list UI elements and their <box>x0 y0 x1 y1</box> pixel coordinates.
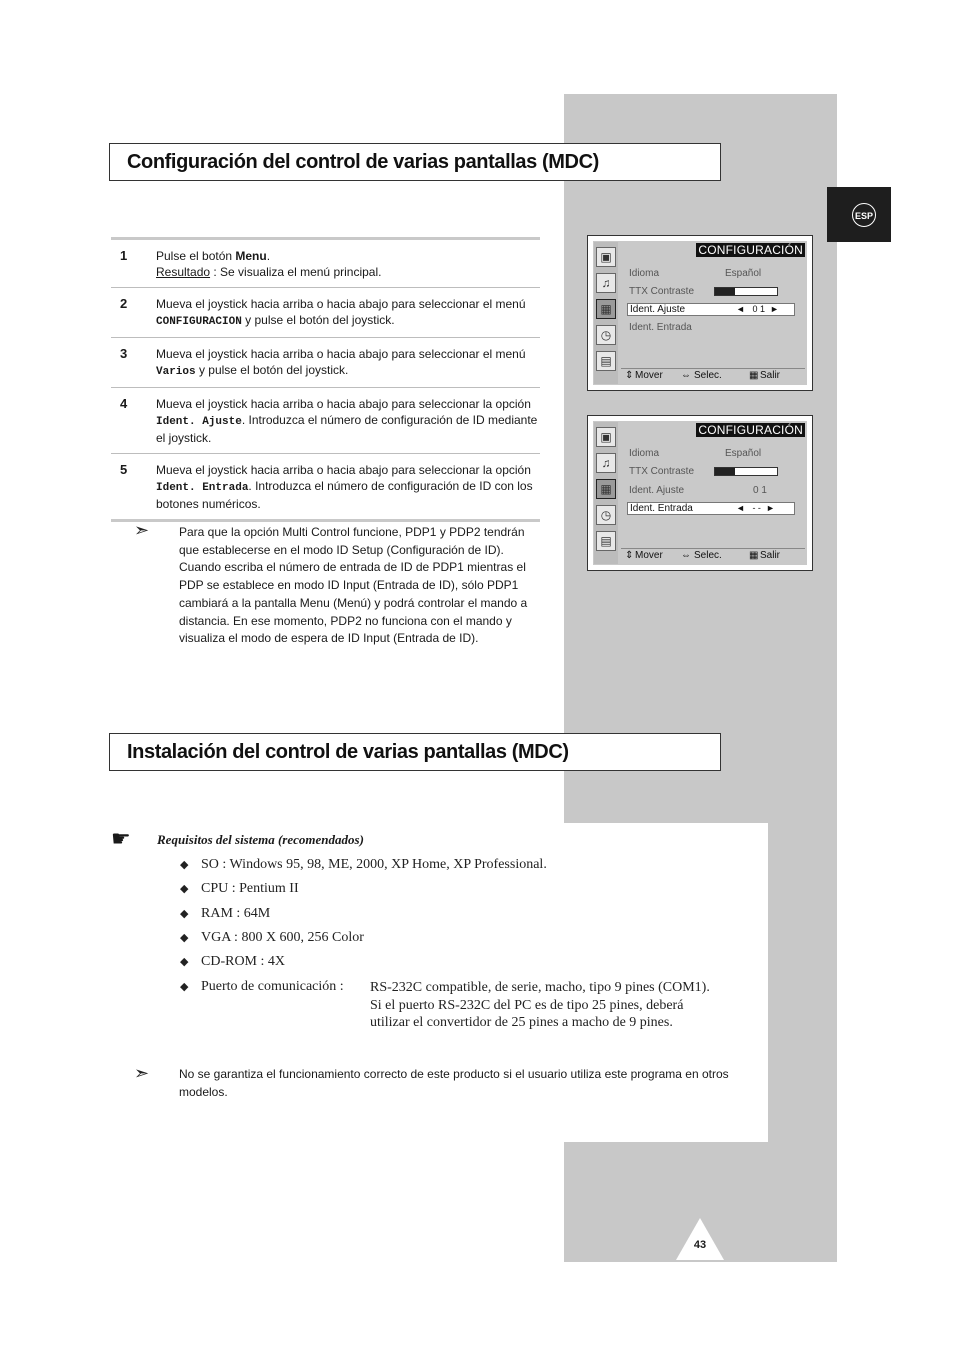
left-arrow-icon: ◄ <box>736 304 745 314</box>
right-arrow-icon: ► <box>769 304 779 314</box>
requirements-title: Requisitos del sistema (recomendados) <box>157 832 364 847</box>
side-band-middle <box>768 823 837 1142</box>
updown-icon: ⇕ <box>625 370 634 381</box>
sound-icon: ♫ <box>596 453 616 473</box>
osd-value: Español <box>725 268 762 279</box>
osd-icon-column <box>594 422 618 564</box>
osd-row-ttx <box>629 286 799 298</box>
step-row <box>111 454 540 522</box>
step-text-part: y pulse el botón del joystick. <box>195 363 349 377</box>
pointing-hand-icon: ☛ <box>111 826 131 851</box>
osd-label: Ident. Ajuste <box>629 485 685 496</box>
step-row <box>111 388 540 454</box>
step-result-label: Resultado <box>156 265 211 279</box>
requirement-item <box>180 930 364 946</box>
step-number: 5 <box>120 462 128 477</box>
step-number: 3 <box>120 346 128 361</box>
requirement-item <box>180 954 285 970</box>
osd-footer-move: Mover <box>635 370 663 381</box>
diamond-bullet-icon: ◆ <box>180 908 189 920</box>
step-number: 2 <box>120 296 128 311</box>
requirement-item <box>180 857 547 873</box>
osd-label: Idioma <box>629 448 660 459</box>
requirement-item <box>180 979 344 995</box>
step-text-part: Mueva el joystick hacia arriba o hacia abajo para seleccionar la opción <box>156 397 531 411</box>
step-text-part: Mueva el joystick hacia arriba o hacia abajo para seleccionar la opción <box>156 463 531 477</box>
osd-value: 0 1 <box>753 485 767 496</box>
diamond-bullet-icon: ◆ <box>180 981 189 993</box>
step-result-text: : Se visualiza el menú principal. <box>210 265 382 279</box>
osd-row-entrada-selected <box>627 502 795 515</box>
requirement-text: VGA : 800 X 600, 256 Color <box>201 930 364 945</box>
step-keyword: Menu <box>235 249 267 263</box>
osd-panel <box>593 421 807 565</box>
osd-screen-ajuste <box>587 235 813 391</box>
port-detail-line: RS-232C compatible, de serie, macho, tipo 9 pines (COM1). <box>370 980 710 995</box>
osd-level-bar <box>714 287 778 296</box>
diamond-bullet-icon: ◆ <box>180 956 189 968</box>
timer-icon: ◷ <box>596 325 616 345</box>
step-text-part: y pulse el botón del joystick. <box>241 313 395 327</box>
osd-value: 0 1 <box>752 304 765 314</box>
step-text-part: . Introduzca el número de configuración de ID mediante el joystick. <box>156 413 538 445</box>
osd-footer-select: Selec. <box>694 370 722 381</box>
osd-value: - - <box>752 503 761 513</box>
step-row <box>111 338 540 388</box>
step-text <box>156 296 540 330</box>
port-detail-line: utilizar el convertidor de 25 pines a macho de 9 pines. <box>370 1015 673 1031</box>
leftright-icon: ⇔ <box>681 550 691 561</box>
osd-row-idioma <box>629 448 799 460</box>
step-number: 4 <box>120 396 128 411</box>
osd-footer <box>621 368 805 383</box>
osd-label: Idioma <box>629 268 660 279</box>
requirement-text: CD-ROM : 4X <box>201 954 286 969</box>
sound-icon: ♫ <box>596 273 616 293</box>
step-number: 1 <box>120 248 128 263</box>
timer-icon: ◷ <box>596 505 616 525</box>
input-icon: ▤ <box>596 531 616 551</box>
step-keyword: CONFIGURACION <box>156 316 242 328</box>
diamond-bullet-icon: ◆ <box>180 883 189 895</box>
osd-row-ajuste-selected <box>627 303 795 316</box>
steps-table <box>111 237 540 522</box>
osd-footer-exit: Salir <box>760 370 781 381</box>
step-text <box>156 462 540 512</box>
leftright-icon: ⇔ <box>681 370 691 381</box>
requirement-item <box>180 881 299 897</box>
diamond-bullet-icon: ◆ <box>180 932 189 944</box>
requirement-text: SO : Windows 95, 98, ME, 2000, XP Home, XP Professional. <box>201 857 547 872</box>
osd-panel <box>593 241 807 385</box>
tv-icon: ▣ <box>596 247 616 267</box>
step-row <box>111 240 540 288</box>
step-keyword: Varios <box>156 366 196 378</box>
step-text-part: . Introduzca el número de configuración de ID con los botones numéricos. <box>156 479 533 511</box>
updown-icon: ⇕ <box>625 550 634 561</box>
language-tab <box>827 187 891 242</box>
note-arrow-icon: ➣ <box>134 1063 150 1083</box>
step-keyword: Ident. Ajuste <box>156 416 242 428</box>
osd-label: TTX Contraste <box>629 286 695 297</box>
osd-header: CONFIGURACIÓN <box>698 423 803 437</box>
setup-icon: ▦ <box>596 479 616 499</box>
port-detail <box>370 979 710 1032</box>
menu-icon: ▦ <box>749 370 759 381</box>
requirement-text: Puerto de comunicación : <box>201 979 344 994</box>
osd-row-ajuste <box>629 485 799 497</box>
osd-spinner <box>736 304 792 314</box>
osd-footer <box>621 548 805 563</box>
step-text <box>156 346 540 380</box>
tv-icon: ▣ <box>596 427 616 447</box>
osd-footer-move: Mover <box>635 550 663 561</box>
osd-level-bar <box>714 467 778 476</box>
osd-header: CONFIGURACIÓN <box>698 243 803 257</box>
step-text-part: . <box>266 249 271 263</box>
step-row <box>111 288 540 338</box>
osd-spinner <box>736 503 792 513</box>
osd-row-idioma <box>629 268 799 280</box>
step-keyword: Ident. Entrada <box>156 482 249 494</box>
section-title-configuracion: Configuración del control de varias pantallas (MDC) <box>109 143 721 181</box>
note-arrow-icon: ➣ <box>134 520 150 540</box>
osd-row-entrada <box>629 322 799 334</box>
right-arrow-icon: ► <box>765 503 775 513</box>
requirement-item <box>180 906 270 922</box>
note-compatibility: No se garantiza el funcionamiento correcto de este producto si el usuario utiliza este programa en otros modelos. <box>179 1067 729 1099</box>
osd-label: TTX Contraste <box>629 466 695 477</box>
page-number: 43 <box>693 1239 707 1251</box>
diamond-bullet-icon: ◆ <box>180 859 189 871</box>
osd-value: Español <box>725 448 762 459</box>
osd-label: Ident. Entrada <box>630 503 693 514</box>
requirement-text: RAM : 64M <box>201 906 271 921</box>
step-text <box>156 396 540 446</box>
osd-screen-entrada <box>587 415 813 571</box>
osd-footer-select: Selec. <box>694 550 722 561</box>
requirement-text: CPU : Pentium II <box>201 881 299 896</box>
section-title-instalacion: Instalación del control de varias pantallas (MDC) <box>109 733 721 771</box>
menu-icon: ▦ <box>749 550 759 561</box>
step-text-part: Mueva el joystick hacia arriba o hacia abajo para seleccionar el menú <box>156 347 526 361</box>
osd-level-fill <box>715 288 735 295</box>
input-icon: ▤ <box>596 351 616 371</box>
left-arrow-icon: ◄ <box>736 503 745 513</box>
osd-footer-exit: Salir <box>760 550 781 561</box>
osd-label: Ident. Entrada <box>629 322 692 333</box>
osd-icon-column <box>594 242 618 384</box>
step-text-part: Mueva el joystick hacia arriba o hacia abajo para seleccionar el menú <box>156 297 526 311</box>
step-text <box>156 248 540 280</box>
step-text-part: Pulse el botón <box>156 249 236 263</box>
note-multi-control: Para que la opción Multi Control funcione, PDP1 y PDP2 tendrán que establecerse en el modo ID Setup (Configuración de ID). Cuando escriba el número de entrada de ID de PDP1 mientras el PDP se establece en modo ID Input (Entrada de ID), sólo PDP1 cambiará a la pantalla Menu (Menú) y podrá controlar el mando a distancia. En ese momento, PDP2 no funciona con el mando y visualiza el modo de espera de ID Input (Entrada de ID). <box>179 525 528 646</box>
setup-icon: ▦ <box>596 299 616 319</box>
osd-row-ttx <box>629 466 799 478</box>
port-detail-line: Si el puerto RS-232C del PC es de tipo 25 pines, deberá <box>370 997 684 1013</box>
osd-label: Ident. Ajuste <box>630 304 686 315</box>
osd-level-fill <box>715 468 735 475</box>
language-tab-label: ESP <box>852 203 876 227</box>
